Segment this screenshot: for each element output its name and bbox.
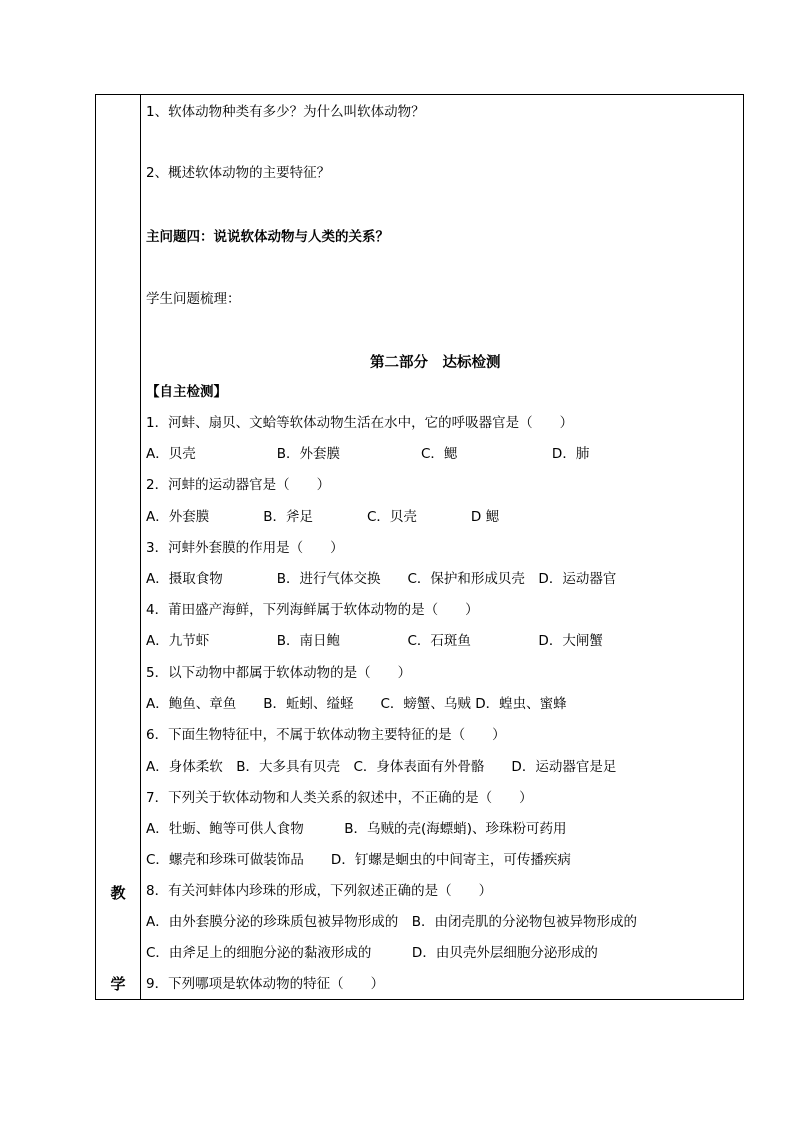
question-9: 9．下列哪项是软体动物的特征（ ） xyxy=(146,976,385,992)
question-8: 8．有关河蚌体内珍珠的形成，下列叙述正确的是（ ） xyxy=(146,883,493,899)
intro-question-2: 2、概述软体动物的主要特征？ xyxy=(146,165,331,181)
main-topic: 主问题四：说说软体动物与人类的关系？ xyxy=(146,229,389,245)
question-6: 6．下面生物特征中，不属于软体动物主要特征的是（ ） xyxy=(146,727,506,743)
question-7-options-ab: A．牡蛎、鲍等可供人食物 B．乌贼的壳(海螵蛸)、珍珠粉可药用 xyxy=(146,821,567,837)
question-1: 1．河蚌、扇贝、文蛤等软体动物生活在水中，它的呼吸器官是（ ） xyxy=(146,415,574,431)
side-label-char-2: 学 xyxy=(110,975,126,993)
question-1-options: A．贝壳 B．外套膜 C．鳃 D．肺 xyxy=(146,446,590,462)
section-title: 第二部分 达标检测 xyxy=(370,355,501,371)
question-2-options: A．外套膜 B．斧足 C．贝壳 D 鳃 xyxy=(146,509,500,525)
question-4: 4．莆田盛产海鲜，下列海鲜属于软体动物的是（ ） xyxy=(146,602,479,618)
question-5-options: A．鲍鱼、章鱼 B．蚯蚓、缢蛏 C．螃蟹、乌贼 D．蝗虫、蜜蜂 xyxy=(146,696,567,712)
side-label-char-1: 教 xyxy=(110,884,126,902)
question-6-options: A．身体柔软 B．大多具有贝壳 C．身体表面有外骨骼 D．运动器官是足 xyxy=(146,759,617,775)
question-8-options-ab: A．由外套膜分泌的珍珠质包被异物形成的 B．由闭壳肌的分泌物包被异物形成的 xyxy=(146,914,637,930)
question-4-options: A．九节虾 B．南日鲍 C．石斑鱼 D．大闸蟹 xyxy=(146,633,603,649)
question-7-options-cd: C．螺壳和珍珠可做装饰品 D．钉螺是蛔虫的中间寄主，可传播疾病 xyxy=(146,852,571,868)
intro-question-1: 1、软体动物种类有多少？为什么叫软体动物？ xyxy=(146,104,425,120)
question-8-options-cd: C．由斧足上的细胞分泌的黏液形成的 D．由贝壳外层细胞分泌形成的 xyxy=(146,945,598,961)
student-review-label: 学生问题梳理： xyxy=(146,291,241,307)
question-7: 7．下列关于软体动物和人类关系的叙述中，不正确的是（ ） xyxy=(146,790,533,806)
self-check-heading: 【自主检测】 xyxy=(146,384,227,400)
question-2: 2．河蚌的运动器官是（ ） xyxy=(146,477,331,493)
question-5: 5．以下动物中都属于软体动物的是（ ） xyxy=(146,665,412,681)
question-3: 3．河蚌外套膜的作用是（ ） xyxy=(146,540,344,556)
column-divider xyxy=(140,94,141,1000)
question-3-options: A．摄取食物 B．进行气体交换 C．保护和形成贝壳 D．运动器官 xyxy=(146,571,617,587)
